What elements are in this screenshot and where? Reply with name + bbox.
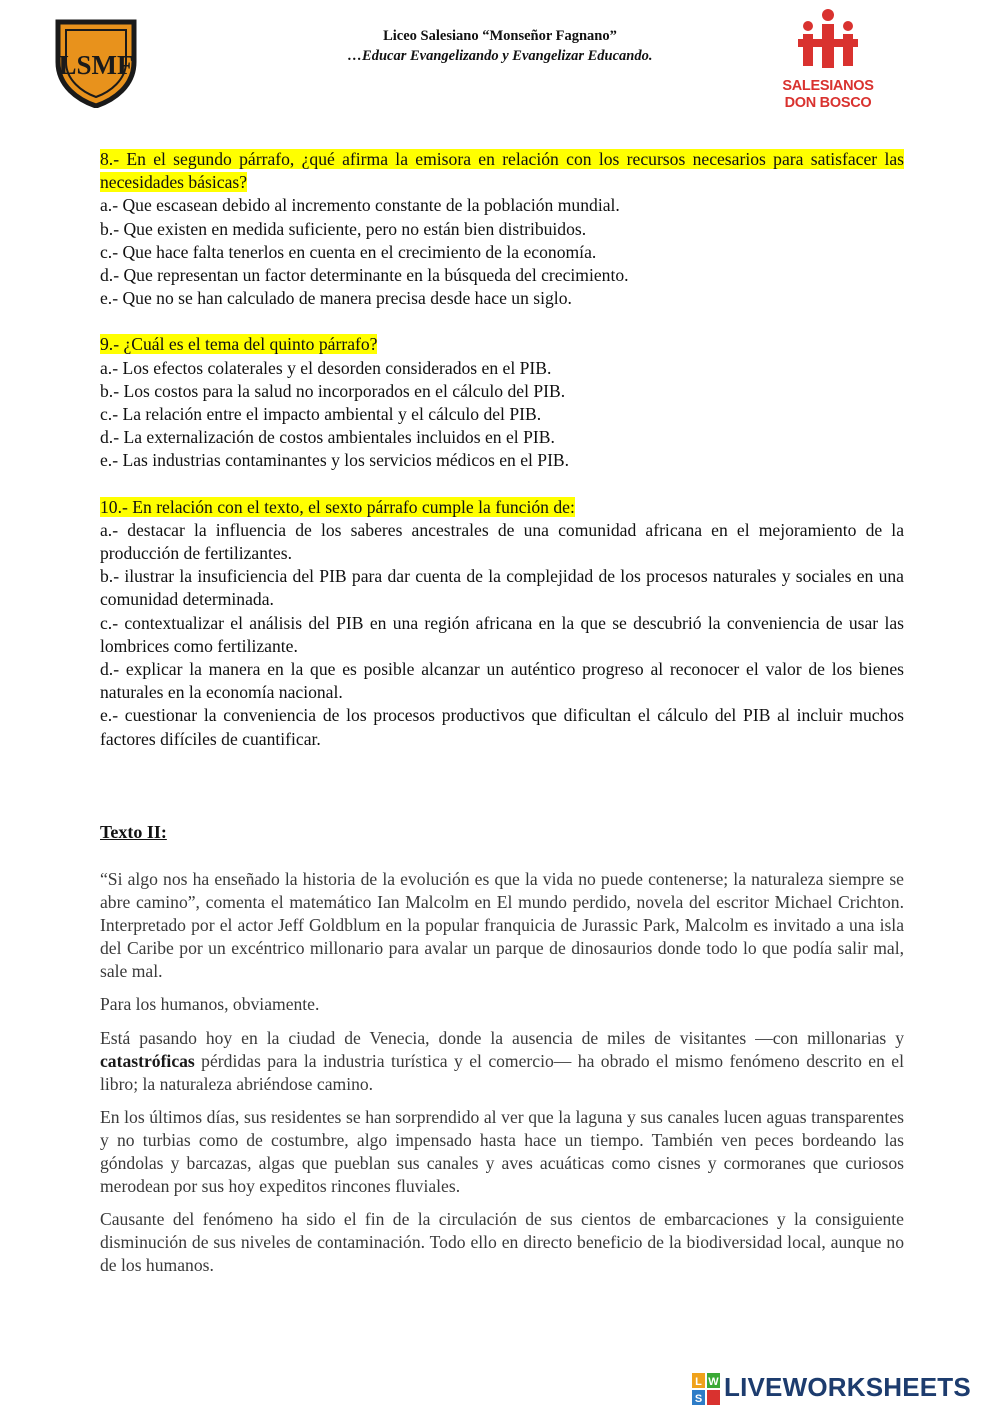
texto-2-paragraph-5: Causante del fenómeno ha sido el fin de la circulación de sus cientos de embarcaciones y la consiguiente disminución de sus niveles de contaminación. Todo ello en directo beneficio de la biodiversidad local, aunque no de los humanos. — [100, 1209, 904, 1276]
question-10 — [100, 496, 904, 519]
school-shield-logo — [52, 16, 140, 108]
salesianos-logo — [772, 6, 884, 118]
svg-text:W: W — [708, 1376, 719, 1388]
page-header — [0, 0, 1000, 130]
paragraph-3-end: pérdidas para la industria turística y el comercio— ha obrado el mismo fenómeno descrito en el libro; la naturaleza abriéndose camino. — [100, 1050, 904, 1094]
question-10-option-c: c.- contextualizar el análisis del PIB en una región africana en la que se descubrió la conveniencia de usar las lombrices como fertilizante. — [100, 612, 904, 656]
paragraph-3-bold-word: catastróficas — [100, 1050, 195, 1071]
question-8 — [100, 148, 904, 194]
question-8-option-a: a.- Que escasean debido al incremento constante de la población mundial. — [100, 195, 620, 216]
header-text — [250, 26, 750, 66]
question-10-option-b: b.- ilustrar la insuficiencia del PIB para dar cuenta de la complejidad de los procesos naturales y sociales en una comunidad determinada. — [100, 566, 904, 610]
question-9-prompt: 9.- ¿Cuál es el tema del quinto párrafo? — [100, 334, 378, 355]
texto-2-paragraph-1: “Si algo nos ha enseñado la historia de la evolución es que la vida no puede contenerse; la naturaleza siempre se abre camino”, comenta el matemático Ian Malcolm en El mundo perdido, novela del escritor Michael Crichton. Interpretado por el actor Jeff Goldblum en la popular franquicia de Jurassic Park, Malcolm es invitado a una isla del Caribe por un excéntrico millonario para avalar un parque de dinosaurios donde todo lo que podía salir mal, sale mal. — [100, 869, 904, 982]
question-9 — [100, 333, 904, 356]
question-9-option-a: a.- Los efectos colaterales y el desorden considerados en el PIB. — [100, 357, 552, 378]
school-motto: …Educar Evangelizando y Evangelizar Educando. — [347, 48, 653, 64]
salesianos-emblem-icon — [772, 6, 884, 74]
salesianos-line2: DON BOSCO — [784, 95, 872, 111]
question-8-prompt: 8.- En el segundo párrafo, ¿qué afirma la emisora en relación con los recursos necesarios para satisfacer las necesidades básicas? — [100, 149, 904, 193]
liveworksheets-badge-icon — [692, 1373, 722, 1405]
question-9-option-b: b.- Los costos para la salud no incorporados en el cálculo del PIB. — [100, 380, 566, 401]
question-10-option-a: a.- destacar la influencia de los saberes ancestrales de una comunidad africana en el mejoramiento de la producción de fertilizantes. — [100, 519, 904, 564]
question-8-option-d: d.- Que representan un factor determinante en la búsqueda del crecimiento. — [100, 265, 629, 286]
questions-section — [100, 148, 904, 751]
texto-2-paragraph-3 — [100, 1027, 904, 1096]
salesianos-line1: SALESIANOS — [782, 78, 874, 94]
texto-2-paragraph-2: Para los humanos, obviamente. — [100, 994, 320, 1015]
liveworksheets-brand: LIVEWORKSHEETS — [724, 1372, 971, 1402]
texto-2-body — [100, 868, 904, 1288]
question-10-option-e: e.- cuestionar la conveniencia de los procesos productivos que dificultan el cálculo del PIB al incluir muchos factores difíciles de cuantificar. — [100, 705, 904, 749]
texto-2-title: Texto II: — [100, 822, 167, 842]
texto-2-paragraph-4: En los últimos días, sus residentes se han sorprendido al ver que la laguna y sus canales lucen aguas transparentes y no turbias como de costumbre, algo impensado hasta hace un tiempo. También ven peces bordeando las góndolas y barcazas, algas que pueblan sus canales y aves acuáticas como cisnes y cormoranes que curiosos merodean por sus hoy expeditos rincones fluviales. — [100, 1106, 904, 1197]
question-10-prompt: 10.- En relación con el texto, el sexto párrafo cumple la función de: — [100, 496, 575, 517]
liveworksheets-watermark — [692, 1371, 992, 1407]
school-name: Liceo Salesiano “Monseñor Fagnano” — [383, 28, 617, 44]
question-8-option-e: e.- Que no se han calculado de manera precisa desde hace un siglo. — [100, 288, 572, 309]
svg-text:S: S — [694, 1393, 703, 1405]
question-9-option-d: d.- La externalización de costos ambientales incluidos en el PIB. — [100, 427, 555, 448]
paragraph-3-start: Está pasando hoy en la ciudad de Venecia, donde la ausencia de miles de visitantes —con millonarias y — [100, 1027, 904, 1048]
question-9-option-e: e.- Las industrias contaminantes y los servicios médicos en el PIB. — [100, 450, 570, 471]
question-8-option-c: c.- Que hace falta tenerlos en cuenta en el crecimiento de la economía. — [100, 241, 597, 262]
question-9-option-c: c.- La relación entre el impacto ambiental y el cálculo del PIB. — [100, 404, 542, 425]
svg-text:L: L — [695, 1376, 702, 1388]
shield-letters: LSMF — [58, 50, 134, 80]
question-10-option-d: d.- explicar la manera en la que es posible alcanzar un auténtico progreso al reconocer el valor de los bienes naturales en la economía nacional. — [100, 659, 904, 703]
question-8-option-b: b.- Que existen en medida suficiente, pero no están bien distribuidos. — [100, 218, 587, 239]
